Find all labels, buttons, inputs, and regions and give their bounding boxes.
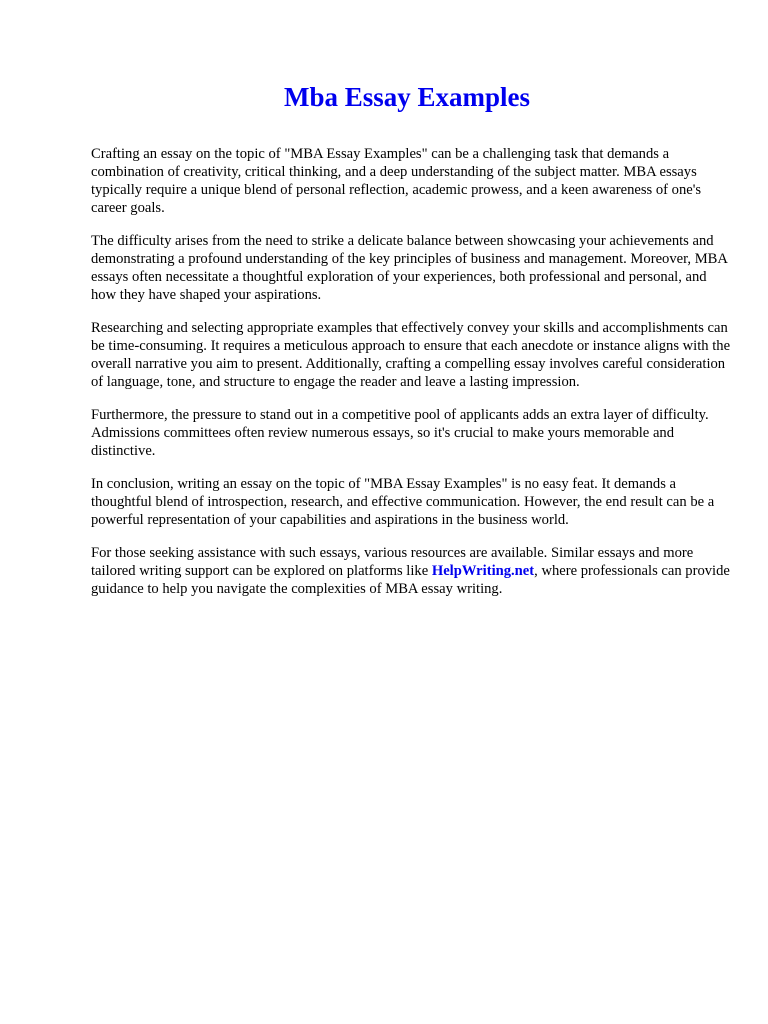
paragraph-2: The difficulty arises from the need to strike a delicate balance between showcasing your achievements and demonstrating a profound understanding of the key principles of business and management. Moreover, MBA essays often necessitate a thoughtful exploration of your experiences, both professional and personal, and how they have shaped your aspirations. xyxy=(91,233,728,303)
paragraph-6-text-after-link: , where professionals can provide guidance to help you navigate the complexities of MBA essay writing. xyxy=(91,563,730,597)
paragraph-6-text-before-link: For those seeking assistance with such essays, various resources are available. Similar essays and more tailored writing support can be explored on platforms like xyxy=(91,545,694,579)
paragraph-4: Furthermore, the pressure to stand out in a competitive pool of applicants adds an extra layer of difficulty. Admissions committees often review numerous essays, so it's crucial to make yours memorable and distinctive. xyxy=(91,407,709,459)
helpwriting-link[interactable]: HelpWriting.net xyxy=(431,563,535,579)
document-body xyxy=(91,145,731,613)
paragraph-6 xyxy=(91,544,731,598)
paragraph-1: Crafting an essay on the topic of "MBA Essay Examples" can be a challenging task that demands a combination of creativity, critical thinking, and a deep understanding of the subject matter. MBA essays typically require a unique blend of personal reflection, academic prowess, and a keen awareness of one's career goals. xyxy=(91,146,702,216)
paragraph-5: In conclusion, writing an essay on the topic of "MBA Essay Examples" is no easy feat. It demands a thoughtful blend of introspection, research, and effective communication. However, the end result can be a powerful representation of your capabilities and aspirations in the business world. xyxy=(91,476,715,528)
paragraph-3: Researching and selecting appropriate examples that effectively convey your skills and accomplishments can be time-consuming. It requires a meticulous approach to ensure that each anecdote or instance aligns with the overall narrative you aim to present. Additionally, crafting a compelling essay involves careful consideration of language, tone, and structure to engage the reader and leave a lasting impression. xyxy=(91,320,731,390)
page-title: Mba Essay Examples xyxy=(283,82,531,112)
